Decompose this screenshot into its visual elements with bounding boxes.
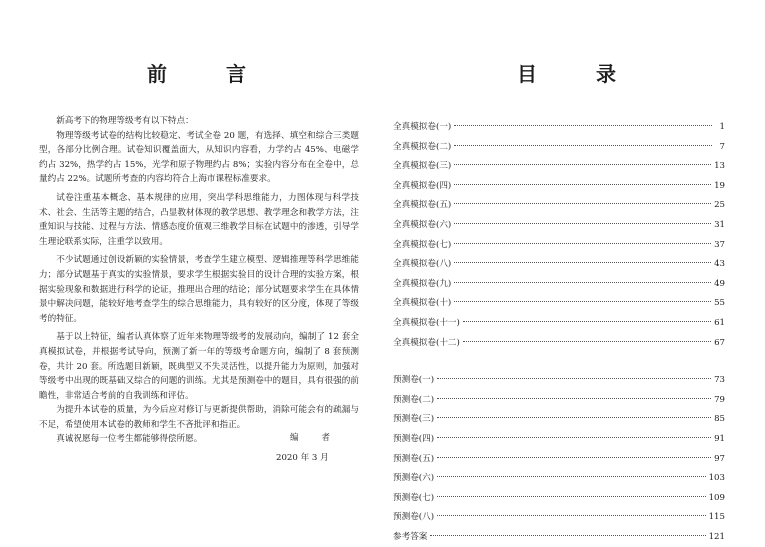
toc-leader-dots [454, 282, 711, 283]
toc-leader-dots [454, 301, 711, 302]
toc-entry[interactable] [393, 255, 725, 275]
toc-entry[interactable] [393, 489, 725, 509]
toc-entry[interactable] [393, 196, 725, 216]
toc-entry-page: 79 [714, 394, 725, 405]
toc-leader-dots [437, 496, 706, 497]
toc-entry[interactable] [393, 430, 725, 450]
toc-leader-dots [437, 515, 706, 516]
toc-leader-dots [463, 321, 711, 322]
toc-entry-label: 预测卷(三) [393, 414, 435, 425]
toc-leader-dots [437, 417, 711, 418]
toc-entry-label: 全真模拟卷(二) [393, 141, 452, 152]
toc-entry-page: 91 [714, 433, 725, 444]
toc-entry[interactable] [393, 528, 725, 547]
contents-page [383, 0, 765, 542]
toc-leader-dots [454, 125, 712, 126]
toc-entry-page: 103 [708, 473, 725, 484]
toc-entry-label: 预测卷(八) [393, 512, 435, 523]
toc-entry-label: 全真模拟卷(四) [393, 180, 452, 191]
toc-entry[interactable] [393, 314, 725, 334]
toc-entry[interactable] [393, 157, 725, 177]
toc-entry-page: 109 [708, 492, 725, 503]
toc-leader-dots [437, 476, 706, 477]
toc-entry-label: 全真模拟卷(九) [393, 278, 452, 289]
toc-leader-dots [454, 184, 711, 185]
toc-leader-dots [454, 164, 711, 165]
toc-leader-dots [437, 398, 711, 399]
toc-entry[interactable] [393, 371, 725, 391]
toc-entry-page: 37 [714, 239, 725, 250]
preface-date: 2020 年 3 月 [276, 453, 329, 463]
contents-title: 目 录 [517, 62, 642, 86]
toc-entry[interactable] [393, 334, 725, 354]
toc-entry-label: 全真模拟卷(三) [393, 161, 452, 172]
toc-entry[interactable] [393, 391, 725, 411]
preface-paragraph: 新高考下的物理等级考有以下特点： [56, 116, 194, 126]
toc-entry-label: 全真模拟卷(五) [393, 200, 452, 211]
toc-entry-label: 全真模拟卷(八) [393, 259, 452, 270]
preface-paragraph: 基于以上特征，编者认真体察了近年来物理等级考的发展动向，编制了 12 套全真模拟试卷，并根据考试导向，预测了新一年的等级考命题方向，编制了 8 套预测卷，共计 20 套。所选题目新颖，既典型又不失灵活性，以提升能力为原则，加强对等级考中出现的既基础又综合的问题的训练。尤其是预测卷中的题目，具有很强的前瞻性，非常适合考前的自我训练和评估。 [39, 332, 359, 401]
toc-entry-label: 全真模拟卷(一) [393, 122, 452, 132]
toc-entry-page: 73 [714, 375, 725, 386]
toc-entry[interactable] [393, 469, 725, 489]
toc-entry-label: 参考答案 [393, 531, 428, 542]
toc-entry[interactable] [393, 410, 725, 430]
toc-entry-page: 97 [714, 453, 725, 464]
toc-entry[interactable] [393, 294, 725, 314]
toc-entry-label: 全真模拟卷(十二) [393, 337, 460, 348]
toc-entry[interactable] [393, 450, 725, 470]
toc-leader-dots [454, 203, 711, 204]
toc-leader-dots [437, 437, 711, 438]
preface-page [0, 0, 382, 528]
toc-leader-dots [454, 223, 711, 224]
toc-section-gap [393, 353, 725, 371]
toc-entry[interactable] [393, 177, 725, 197]
table-of-contents [393, 118, 725, 547]
preface-paragraph: 物理等级考试卷的结构比较稳定、考试全卷 20 题，有选择、填空和综合三类题型，各部分比例合理。试卷知识覆盖面大，从知识内容看，力学约占 45%、电磁学约占 32%，热学约占 15%，光学和原子物理约占 8%；实验内容分布在全卷中，总量约占 22%。试题所考查的内容均符合上海市课程标准要求。 [39, 130, 359, 185]
toc-entry-label: 预测卷(七) [393, 492, 435, 503]
toc-entry-label: 全真模拟卷(十) [393, 298, 452, 309]
preface-signature: 编 者 [290, 433, 340, 443]
toc-entry[interactable] [393, 118, 725, 138]
toc-entry[interactable] [393, 275, 725, 295]
toc-entry-label: 全真模拟卷(七) [393, 239, 452, 250]
toc-entry[interactable] [393, 138, 725, 158]
toc-entry-label: 预测卷(一) [393, 375, 435, 386]
preface-paragraph: 试卷注重基本概念、基本规律的应用，突出学科思维能力，力图体现与科学技术、社会、生活等主题的结合，凸显教材体现的教学思想、教学理念和教学方法，注重知识与技能、过程与方法、情感态度价值观三维教学目标在试题中的渗透，引导学生理论联系实际，注重学以致用。 [39, 192, 359, 247]
toc-entry-page: 13 [714, 161, 725, 172]
toc-leader-dots [454, 243, 711, 244]
toc-leader-dots [463, 341, 711, 342]
toc-entry-label: 全真模拟卷(六) [393, 219, 452, 230]
preface-paragraph: 真诚祝愿每一位考生都能够得偿所愿。 [56, 434, 203, 445]
toc-entry-page: 121 [708, 531, 725, 542]
toc-entry[interactable] [393, 216, 725, 236]
toc-entry-label: 预测卷(四) [393, 433, 435, 444]
toc-leader-dots [437, 378, 711, 379]
toc-entry-page: 19 [714, 180, 725, 191]
toc-entry-page: 49 [714, 278, 725, 289]
preface-paragraph: 不少试题通过创设新颖的实验情景，考查学生建立模型、逻辑推理等科学思维能力；部分试题基于真实的实验情景，要求学生根据实验目的设计合理的实验方案，根据实验现象和数据进行科学的论证，推理出合理的结论；部分试题要求学生在具体情景中解决问题，能较好地考查学生的综合思维能力，具有较好的区分度，体现了等级考的特征。 [39, 255, 359, 324]
toc-entry-page: 115 [708, 512, 725, 523]
toc-leader-dots [454, 145, 712, 146]
preface-paragraph: 为提升本试卷的质量，为今后应对修订与更新提供帮助，消除可能会有的疏漏与不足，希望使用本试卷的教师和学生不吝批评和指正。 [39, 405, 359, 430]
toc-entry-label: 预测卷(二) [393, 394, 435, 405]
toc-entry-label: 预测卷(六) [393, 473, 435, 484]
preface-body [39, 114, 359, 447]
toc-entry-page: 1 [719, 122, 725, 132]
toc-entry[interactable] [393, 508, 725, 528]
preface-title: 前 言 [147, 62, 272, 86]
toc-entry-page: 31 [714, 219, 725, 230]
toc-entry-page: 43 [714, 259, 725, 270]
toc-entry-page: 85 [714, 414, 725, 425]
toc-entry-page: 67 [714, 337, 725, 348]
toc-entry[interactable] [393, 236, 725, 256]
toc-leader-dots [454, 262, 711, 263]
toc-entry-page: 25 [714, 200, 725, 211]
toc-entry-label: 预测卷(五) [393, 453, 435, 464]
toc-entry-label: 全真模拟卷(十一) [393, 317, 460, 328]
toc-leader-dots [430, 535, 705, 536]
toc-leader-dots [437, 457, 711, 458]
toc-entry-page: 55 [714, 298, 725, 309]
toc-entry-page: 61 [714, 317, 725, 328]
toc-entry-page: 7 [719, 141, 725, 152]
